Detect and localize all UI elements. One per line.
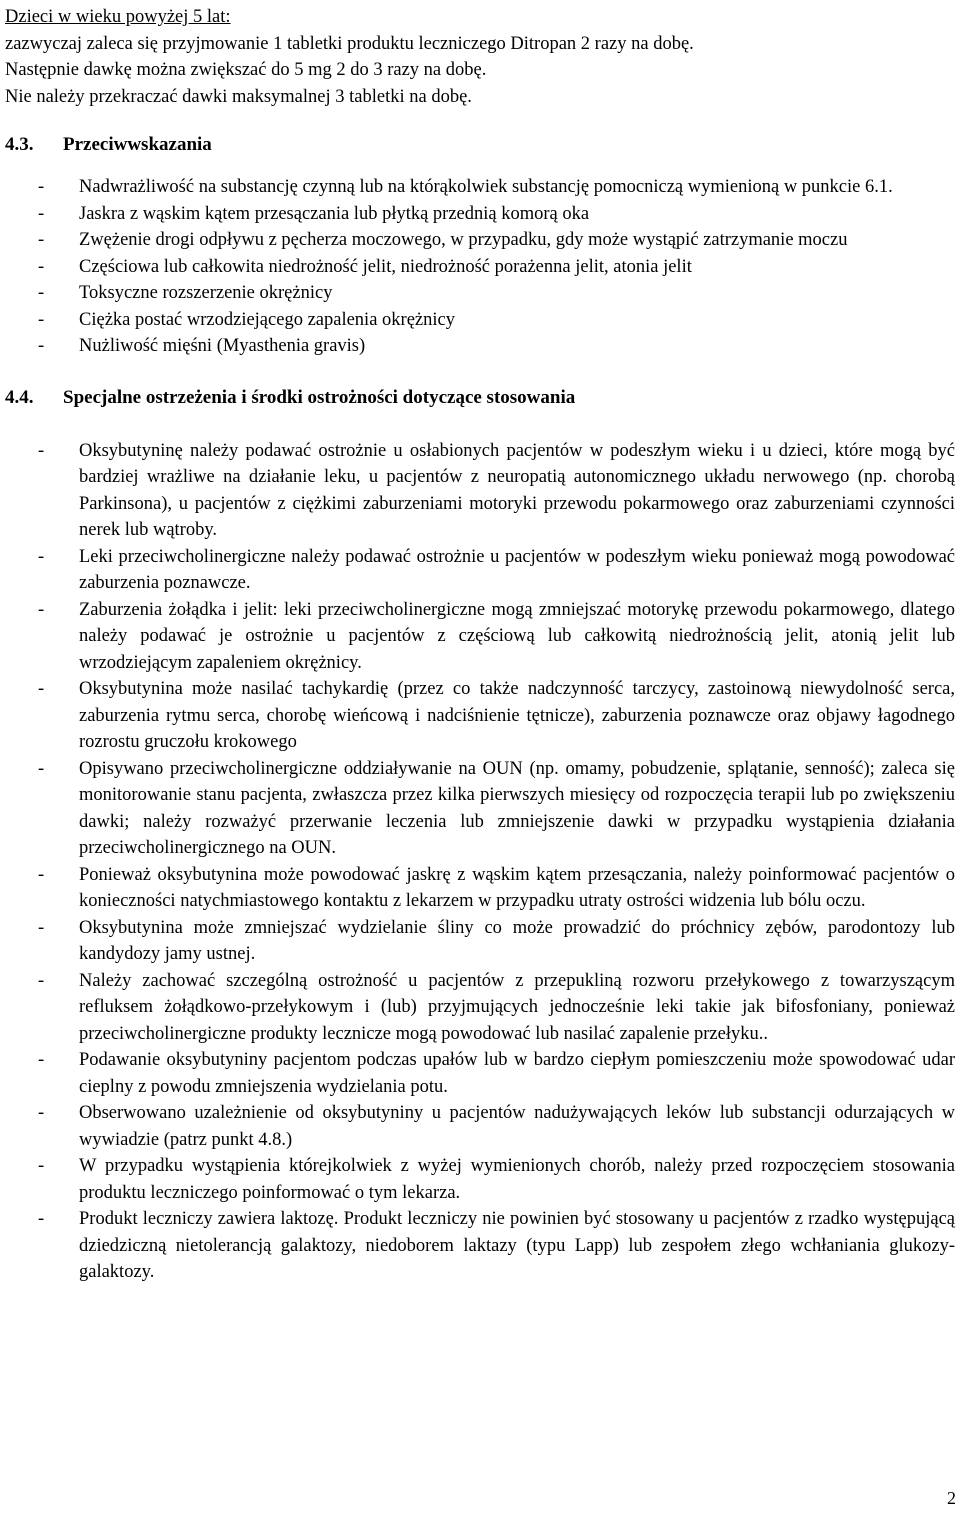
list-item: - Jaskra z wąskim kątem przesączania lub płytką przednią komorą oka xyxy=(38,203,590,224)
list-item: - Oksybutynina może nasilać tachykardię (przez co także nadczynność tarczycy, zastoinową niewydolność serca, zaburzenia rytmu serca, chorobę wieńcową i nadciśnienie tętnicze), zaburzenia poznawcze oraz objawy łagodnego rozrostu gruczołu krokowego xyxy=(38,679,955,752)
list-item: - Ciężka postać wrzodziejącego zapalenia okrężnicy xyxy=(38,309,455,330)
list-item: - Toksyczne rozszerzenie okrężnicy xyxy=(38,283,333,303)
list-item: - Ponieważ oksybutynina może powodować jaskrę z wąskim kątem przesączania, należy poinformować pacjentów o konieczności natychmiastowego kontaktu z lekarzem w przypadku utraty ostrości widzenia lub bólu oczu. xyxy=(38,864,955,911)
list-item: - Podawanie oksybutyniny pacjentom podczas upałów lub w bardzo ciepłym pomieszczeniu może spowodować udar cieplny z powodu zmniejszenia wydzielania potu. xyxy=(38,1050,955,1097)
list-item: - W przypadku wystąpienia którejkolwiek z wyżej wymienionych chorób, należy przed rozpoczęciem stosowania produktu leczniczego poinformować o tym lekarza. xyxy=(38,1156,955,1203)
dosage-children-heading: Dzieci w wieku powyżej 5 lat: xyxy=(5,7,231,27)
section-title: Specjalne ostrzeżenia i środki ostrożności dotyczące stosowania xyxy=(63,386,576,408)
document-page xyxy=(5,0,955,1286)
list-item: - Produkt leczniczy zawiera laktozę. Produkt leczniczy nie powinien być stosowany u pacjentów z rzadko występującą dziedziczną nietolerancją galaktozy, niedoborem laktazy (typu Lapp) lub zespołem złego wchłaniania glukozy-galaktozy. xyxy=(38,1209,955,1282)
page-number: 2 xyxy=(947,1488,956,1508)
section-heading xyxy=(5,134,955,156)
section-number: 4.3. xyxy=(5,134,34,155)
section-contraindications xyxy=(5,134,955,360)
list-item: - Częściowa lub całkowita niedrożność jelit, niedrożność porażenna jelit, atonia jelit xyxy=(38,256,692,277)
list-item: - Zwężenie drogi odpływu z pęcherza moczowego, w przypadku, gdy może wystąpić zatrzymanie moczu xyxy=(38,230,848,250)
list-item: - Oksybutyninę należy podawać ostrożnie u osłabionych pacjentów w podeszłym wieku i u dzieci, które mogą być bardziej wrażliwe na działanie leku, u pacjentów z neuropatią autonomicznego układu nerwowego (np. chorobą Parkinsona), u pacjentów z ciężkimi zaburzeniami motoryki przewodu pokarmowego oraz zaburzeniami czynności nerek lub wątroby. xyxy=(38,440,955,540)
list-item: - Opisywano przeciwcholinergiczne oddziaływanie na OUN (np. omamy, pobudzenie, splątanie, senność); zaleca się monitorowanie stanu pacjenta, zwłaszcza przez kilka pierwszych miesięcy od rozpoczęcia terapii lub po zwiększeniu dawki; należy rozważyć przerwanie leczenia lub zmniejszenie dawki w przypadku wystąpienia działania przeciwcholinergicznego na OUN. xyxy=(38,758,955,858)
dosage-children-block xyxy=(5,4,955,110)
list-item: - Oksybutynina może zmniejszać wydzielanie śliny co może prowadzić do próchnicy zębów, parodontozy lub kandydozy jamy ustnej. xyxy=(38,917,955,964)
dosage-line: zazwyczaj zaleca się przyjmowanie 1 tabletki produktu leczniczego Ditropan 2 razy na dobę. xyxy=(5,33,694,54)
contraindications-list xyxy=(5,174,955,360)
section-warnings xyxy=(5,387,955,1286)
list-item: - Nużliwość mięśni (Myasthenia gravis) xyxy=(38,336,366,356)
list-item: - Należy zachować szczególną ostrożność u pacjentów z przepukliną rozworu przełykowego z towarzyszącym refluksem żołądkowo-przełykowym i (lub) przyjmujących jednocześnie leki takie jak bifosfoniany, ponieważ przeciwcholinergiczne produkty lecznicze mogą powodować lub nasilać zapalenie przełyku.. xyxy=(38,970,955,1044)
list-item: - Obserwowano uzależnienie od oksybutyniny u pacjentów nadużywających leków lub substancji odurzających w wywiadzie (patrz punkt 4.8.) xyxy=(38,1103,955,1150)
list-item: - Zaburzenia żołądka i jelit: leki przeciwcholinergiczne mogą zmniejszać motorykę przewodu pokarmowego, dlatego należy podawać je ostrożnie u pacjentów z częściową lub całkowitą niedrożnością jelit, atonią jelit lub wrzodziejącym zapaleniem okrężnicy. xyxy=(38,599,955,673)
list-item: - Nadwrażliwość na substancję czynną lub na którąkolwiek substancję pomocniczą wymienioną w punkcie 6.1. xyxy=(38,177,893,197)
dosage-line: Nie należy przekraczać dawki maksymalnej 3 tabletki na dobę. xyxy=(5,86,472,107)
section-number: 4.4. xyxy=(5,386,34,408)
section-heading xyxy=(5,387,955,409)
dosage-line: Następnie dawkę można zwiększać do 5 mg 2 do 3 razy na dobę. xyxy=(5,60,487,80)
list-item: - Leki przeciwcholinergiczne należy podawać ostrożnie u pacjentów w podeszłym wieku ponieważ mogą powodować zaburzenia poznawcze. xyxy=(38,546,955,593)
section-title: Przeciwwskazania xyxy=(63,134,212,155)
warnings-list xyxy=(5,438,955,1286)
